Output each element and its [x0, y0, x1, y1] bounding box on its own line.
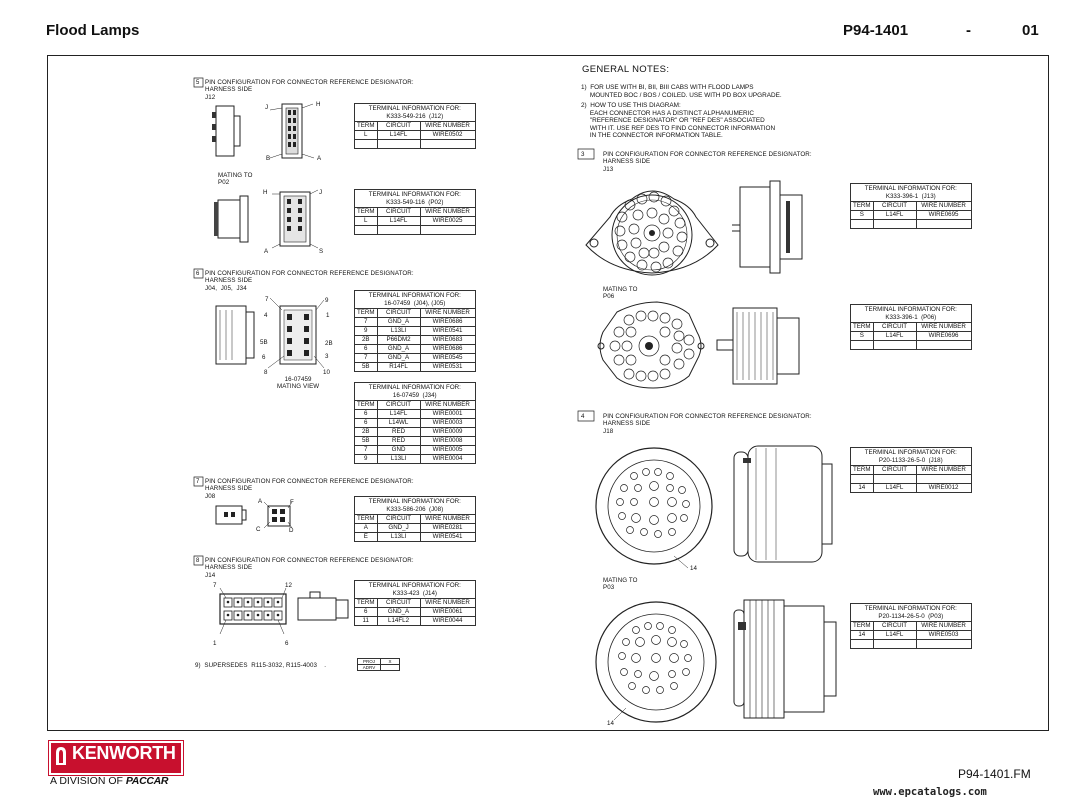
table-cell: 9	[355, 455, 378, 464]
table-cell: 14	[851, 631, 874, 640]
terminal-table-j13	[850, 183, 972, 229]
table-cell: L	[355, 131, 378, 140]
terminal-table-header: CIRCUIT	[377, 599, 420, 608]
p02-pin-s: S	[319, 248, 324, 255]
terminal-table-header: WIRE NUMBER	[916, 622, 971, 631]
terminal-table-header: CIRCUIT	[377, 208, 420, 217]
terminal-table-header: WIRE NUMBER	[420, 515, 475, 524]
kenworth-wordmark: KENWORTH	[72, 743, 176, 763]
j08-pin-a: A	[258, 498, 263, 505]
terminal-table-header: WIRE NUMBER	[420, 208, 475, 217]
section-3-number: 3	[581, 151, 585, 158]
terminal-table-header: CIRCUIT	[873, 622, 916, 631]
table-cell: WIRE0541	[420, 533, 475, 542]
table-cell: WIRE0281	[420, 524, 475, 533]
section-4-heading: PIN CONFIGURATION FOR CONNECTOR REFERENCE DESIGNATOR: HARNESS SIDE J18	[603, 413, 812, 435]
j12-pin-h: H	[316, 101, 321, 108]
table-cell	[916, 341, 971, 350]
terminal-table-header: TERM	[355, 599, 378, 608]
terminal-table-header: WIRE NUMBER	[420, 122, 475, 131]
terminal-table-header: TERM	[851, 622, 874, 631]
j18-pin-14: 14	[690, 565, 698, 572]
section-8-number: 8	[196, 558, 200, 564]
table-row	[355, 455, 476, 464]
section-8-heading: PIN CONFIGURATION FOR CONNECTOR REFERENCE DESIGNATOR: HARNESS SIDE J14	[205, 557, 414, 579]
table-cell	[377, 140, 420, 149]
table-cell	[873, 220, 916, 229]
table-cell: 7	[355, 446, 378, 455]
general-note-2: 2) HOW TO USE THIS DIAGRAM: EACH CONNECTOR HAS A DISTINCT ALPHANUMERIC "REFERENCE DESIGNATOR" OR "REF DES" ASSOCIATED WITH IT. USE REF DES TO FIND CONNECTOR INFORMATION IN THE CONNECTOR INFORMATION TABLE.	[581, 102, 776, 140]
terminal-table-p02	[354, 189, 476, 235]
s6-pin-6: 6	[262, 354, 266, 361]
table-cell: L14FL	[377, 217, 420, 226]
terminal-table-header: WIRE NUMBER	[420, 599, 475, 608]
table-cell	[851, 341, 874, 350]
adrv-value	[381, 665, 400, 671]
terminal-table-title: TERMINAL INFORMATION FOR: K333-396-1 (P06)	[851, 305, 972, 323]
table-cell: L14FL2	[377, 617, 420, 626]
j13-connector-drawing-icon	[582, 175, 812, 285]
terminal-table-title: TERMINAL INFORMATION FOR: P20-1134-26-5-0 (P03)	[851, 604, 972, 622]
terminal-table-header: TERM	[355, 122, 378, 131]
s6-pin-8: 8	[264, 369, 268, 376]
table-cell: WIRE0686	[420, 345, 475, 354]
table-cell: WIRE0004	[420, 455, 475, 464]
terminal-table-title: TERMINAL INFORMATION FOR: 16-07459 (J34)	[355, 383, 476, 401]
j08-pin-c: C	[256, 526, 261, 533]
j12-pin-b: B	[266, 155, 271, 162]
terminal-table-title: TERMINAL INFORMATION FOR: K333-586-206 (J08)	[355, 497, 476, 515]
table-row	[355, 140, 476, 149]
adrv-label: ADRV	[358, 665, 381, 671]
table-cell: WIRE0044	[420, 617, 475, 626]
section-3-heading: PIN CONFIGURATION FOR CONNECTOR REFERENCE DESIGNATOR: HARNESS SIDE J13	[603, 151, 812, 173]
table-row	[355, 131, 476, 140]
s6-pin-7: 7	[265, 296, 269, 303]
table-cell: WIRE0012	[916, 484, 971, 493]
footer-file-code: P94-1401.FM	[958, 767, 1031, 781]
table-cell: L13LI	[377, 533, 420, 542]
table-row	[851, 220, 972, 229]
table-row	[355, 354, 476, 363]
s6-pin-9: 9	[325, 297, 329, 304]
table-cell: 6	[355, 608, 378, 617]
table-cell	[377, 226, 420, 235]
table-cell: L13LI	[377, 327, 420, 336]
table-cell	[420, 140, 475, 149]
table-row	[851, 631, 972, 640]
table-cell: 6	[355, 410, 378, 419]
table-cell	[851, 220, 874, 229]
terminal-table-header: CIRCUIT	[873, 323, 916, 332]
terminal-table-title: TERMINAL INFORMATION FOR: K333-549-116 (P02)	[355, 190, 476, 208]
kenworth-emblem-icon	[54, 745, 68, 767]
general-note-1: 1) FOR USE WITH BI, BII, BIII CABS WITH FLOOD LAMPS MOUNTED BOC / BOS / COILED. USE WITH PD BOX UPGRADE.	[581, 84, 782, 99]
j14-pin-12: 12	[285, 582, 293, 589]
section-5-heading: PIN CONFIGURATION FOR CONNECTOR REFERENCE DESIGNATOR: HARNESS SIDE J12	[205, 79, 414, 101]
table-cell: WIRE0008	[420, 437, 475, 446]
table-row	[355, 345, 476, 354]
table-cell: S	[851, 211, 874, 220]
general-notes-title: GENERAL NOTES:	[582, 64, 670, 75]
table-cell: P66DM2	[377, 336, 420, 345]
table-row	[355, 419, 476, 428]
table-cell: WIRE0503	[916, 631, 971, 640]
table-cell: L14FL	[873, 332, 916, 341]
table-cell: 2B	[355, 336, 378, 345]
table-cell	[355, 140, 378, 149]
table-cell: RED	[377, 428, 420, 437]
watermark: www.epcatalogs.com	[873, 786, 987, 798]
table-cell: 2B	[355, 428, 378, 437]
table-cell: WIRE0502	[420, 131, 475, 140]
s6-mating-view-caption: 16-07459 MATING VIEW	[277, 376, 320, 391]
terminal-table-j12	[354, 103, 476, 149]
table-cell: L14WL	[377, 419, 420, 428]
table-row	[851, 475, 972, 484]
s6-pin-5b: 5B	[260, 339, 268, 346]
section-6-number: 6	[196, 271, 200, 277]
table-cell: GND_A	[377, 354, 420, 363]
table-cell: WIRE0686	[420, 318, 475, 327]
terminal-table-header: WIRE NUMBER	[916, 323, 971, 332]
j13-mating-label: MATING TO P06	[603, 286, 638, 301]
terminal-table-header: CIRCUIT	[377, 515, 420, 524]
table-cell: WIRE0683	[420, 336, 475, 345]
table-cell: WIRE0531	[420, 363, 475, 372]
table-cell: 7	[355, 354, 378, 363]
table-row	[355, 318, 476, 327]
section-7-heading: PIN CONFIGURATION FOR CONNECTOR REFERENCE DESIGNATOR: HARNESS SIDE J08	[205, 478, 414, 500]
p06-connector-drawing-icon	[597, 302, 807, 392]
table-cell: WIRE0001	[420, 410, 475, 419]
table-cell: WIRE0025	[420, 217, 475, 226]
terminal-table-header: CIRCUIT	[873, 202, 916, 211]
table-cell	[916, 220, 971, 229]
p02-pin-j: J	[319, 189, 323, 196]
page-title: Flood Lamps	[46, 22, 140, 39]
terminal-table-p06	[850, 304, 972, 350]
table-cell: 5B	[355, 437, 378, 446]
table-row	[851, 341, 972, 350]
table-row	[355, 524, 476, 533]
terminal-table-title: TERMINAL INFORMATION FOR: 16-07459 (J04), (J05)	[355, 291, 476, 309]
s6-pin-4: 4	[264, 312, 268, 319]
table-row	[851, 484, 972, 493]
j18-connector-drawing-icon	[596, 444, 846, 574]
division-line	[50, 775, 168, 787]
table-cell: L14FL	[873, 631, 916, 640]
table-row	[355, 363, 476, 372]
table-cell: L	[355, 217, 378, 226]
table-cell: RED	[377, 437, 420, 446]
table-row	[355, 533, 476, 542]
j12-pin-a: A	[317, 155, 322, 162]
s6-pin-3: 3	[325, 353, 329, 360]
table-cell: R14FL	[377, 363, 420, 372]
table-cell: 6	[355, 345, 378, 354]
paccar-wordmark: PACCAR	[125, 775, 169, 787]
j14-pin-1: 1	[213, 640, 217, 647]
j18-mating-label: MATING TO P03	[603, 577, 638, 592]
table-cell	[873, 341, 916, 350]
table-row	[355, 410, 476, 419]
table-row	[355, 217, 476, 226]
terminal-table-j04	[354, 290, 476, 372]
table-cell: GND_A	[377, 318, 420, 327]
table-cell: WIRE0061	[420, 608, 475, 617]
terminal-table-header: TERM	[355, 515, 378, 524]
section-6-heading: PIN CONFIGURATION FOR CONNECTOR REFERENCE DESIGNATOR: HARNESS SIDE J04, J05, J34	[205, 270, 414, 292]
table-cell: L14FL	[873, 484, 916, 493]
s6-pin-2b: 2B	[325, 340, 333, 347]
table-row	[355, 437, 476, 446]
table-row	[355, 336, 476, 345]
table-row	[355, 608, 476, 617]
j08-pin-f: F	[290, 499, 294, 506]
terminal-table-header: TERM	[355, 208, 378, 217]
table-cell	[916, 475, 971, 484]
table-row	[355, 446, 476, 455]
table-cell: 11	[355, 617, 378, 626]
p02-connector-drawing-icon	[212, 190, 322, 252]
table-row	[355, 617, 476, 626]
table-row	[851, 640, 972, 649]
p02-pin-a: A	[264, 248, 269, 255]
table-cell: GND_A	[377, 608, 420, 617]
table-cell: 14	[851, 484, 874, 493]
terminal-table-header: TERM	[851, 323, 874, 332]
terminal-table-header: WIRE NUMBER	[420, 309, 475, 318]
terminal-table-title: TERMINAL INFORMATION FOR: P20-1133-26-5-0 (J18)	[851, 448, 972, 466]
terminal-table-j14	[354, 580, 476, 626]
table-cell: 5B	[355, 363, 378, 372]
header-dash: -	[966, 22, 971, 39]
terminal-table-header: TERM	[355, 401, 378, 410]
document-number: P94-1401	[843, 22, 909, 39]
terminal-table-header: TERM	[851, 466, 874, 475]
j12-pin-j: J	[265, 104, 269, 111]
j14-pin-7: 7	[213, 582, 217, 589]
table-cell: WIRE0695	[916, 211, 971, 220]
table-row	[355, 327, 476, 336]
terminal-table-header: TERM	[355, 309, 378, 318]
table-cell: WIRE0541	[420, 327, 475, 336]
terminal-table-title: TERMINAL INFORMATION FOR: K333-549-216 (J12)	[355, 104, 476, 122]
j12-mating-label: MATING TO P02	[218, 172, 253, 187]
proj-label: PROJ	[358, 659, 381, 665]
table-cell	[851, 475, 874, 484]
j04-connector-drawing-icon	[212, 296, 332, 376]
terminal-table-header: WIRE NUMBER	[420, 401, 475, 410]
table-cell: S	[851, 332, 874, 341]
table-cell: WIRE0003	[420, 419, 475, 428]
table-cell: 6	[355, 419, 378, 428]
p03-connector-drawing-icon	[594, 598, 844, 728]
section-4-number: 4	[581, 413, 585, 420]
table-cell: GND	[377, 446, 420, 455]
j08-pin-d: D	[289, 527, 294, 534]
table-cell	[916, 640, 971, 649]
terminal-table-header: CIRCUIT	[377, 309, 420, 318]
table-row	[851, 332, 972, 341]
table-cell: 7	[355, 318, 378, 327]
table-cell	[355, 226, 378, 235]
table-cell: L13LI	[377, 455, 420, 464]
terminal-table-header: WIRE NUMBER	[916, 466, 971, 475]
table-cell: 9	[355, 327, 378, 336]
table-cell	[420, 226, 475, 235]
proj-value: X	[381, 659, 400, 665]
terminal-table-p03	[850, 603, 972, 649]
table-cell: L14FL	[873, 211, 916, 220]
table-cell	[851, 640, 874, 649]
table-cell: GND_J	[377, 524, 420, 533]
table-cell: L14FL	[377, 410, 420, 419]
terminal-table-header: CIRCUIT	[377, 401, 420, 410]
p03-pin-14: 14	[607, 720, 615, 727]
terminal-table-title: TERMINAL INFORMATION FOR: K333-423 (J14)	[355, 581, 476, 599]
sheet-number: 01	[1022, 22, 1039, 39]
division-prefix: A DIVISION OF	[50, 775, 126, 787]
table-row	[851, 211, 972, 220]
table-cell: WIRE0009	[420, 428, 475, 437]
terminal-table-j18	[850, 447, 972, 493]
terminal-table-j34	[354, 382, 476, 464]
table-cell	[873, 640, 916, 649]
terminal-table-header: TERM	[851, 202, 874, 211]
s6-pin-10: 10	[323, 369, 331, 376]
table-row	[355, 428, 476, 437]
terminal-table-header: CIRCUIT	[873, 466, 916, 475]
supersedes-note: 9) SUPERSEDES R115-3032, R115-4003 .	[195, 662, 327, 669]
terminal-table-header: WIRE NUMBER	[916, 202, 971, 211]
s6-pin-1: 1	[326, 312, 330, 319]
table-cell: E	[355, 533, 378, 542]
table-cell: A	[355, 524, 378, 533]
table-cell: WIRE0545	[420, 354, 475, 363]
table-cell: WIRE0005	[420, 446, 475, 455]
table-cell: WIRE0696	[916, 332, 971, 341]
proj-box	[357, 658, 400, 671]
table-cell	[873, 475, 916, 484]
terminal-table-title: TERMINAL INFORMATION FOR: K333-396-1 (J13)	[851, 184, 972, 202]
section-7-number: 7	[196, 479, 200, 485]
terminal-table-header: CIRCUIT	[377, 122, 420, 131]
p02-pin-h: H	[263, 189, 268, 196]
j12-connector-drawing-icon	[212, 102, 302, 162]
table-cell: GND_A	[377, 345, 420, 354]
table-row	[355, 226, 476, 235]
table-cell: L14FL	[377, 131, 420, 140]
j14-pin-6: 6	[285, 640, 289, 647]
terminal-table-j08	[354, 496, 476, 542]
j14-connector-drawing-icon	[212, 586, 352, 636]
section-5-number: 5	[196, 80, 200, 86]
